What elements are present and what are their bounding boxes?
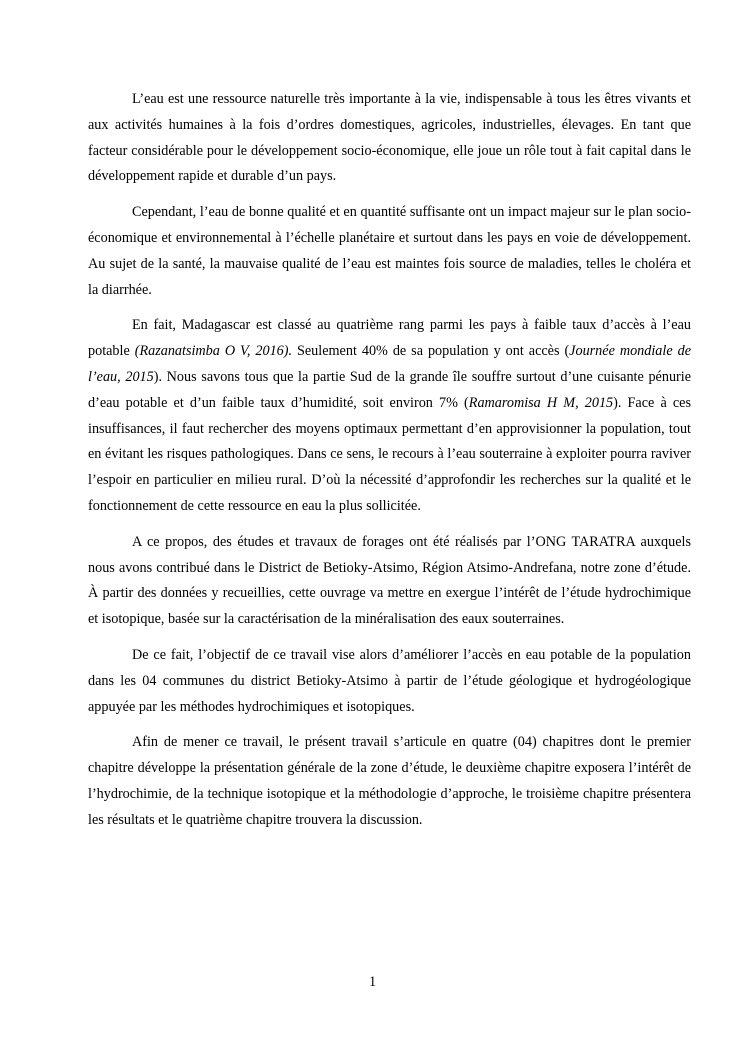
paragraph-text: Seulement 40% de sa population y ont accès ( (292, 343, 570, 360)
body-text (88, 87, 691, 844)
paragraph-text: A ce propos, des études et travaux de forages ont été réalisés par l’ONG TARATRA auxquels nous avons contribué dans le District de Betioky-Atsimo, Région Atsimo-Andrefana, notre zone d’étude. À partir des données y recueillies, cette ouvrage va mettre en exergue l’intérêt de l’étude hydrochimique et isotopique, basée sur la caractérisation de la minéralisation des eaux souterraines. (88, 533, 691, 628)
paragraph-text: Cependant, l’eau de bonne qualité et en quantité suffisante ont un impact majeur sur le plan socio-économique et environnemental à l’échelle planétaire et surtout dans les pays en voie de développement. Au sujet de la santé, la mauvaise qualité de l’eau est maintes fois source de maladies, telles le choléra et la diarrhée. (88, 204, 691, 298)
paragraph-objective (88, 643, 691, 720)
paragraph-text: L’eau est une ressource naturelle très importante à la vie, indispensable à tous les êtres vivants et aux activités humaines à la fois d’ordres domestiques, agricoles, industrielles, élevages. En tant que facteur considérable pour le développement socio-économique, elle joue un rôle tout à fait capital dans le développement rapide et durable d’un pays. (88, 91, 691, 185)
paragraph-text: ). Face à ces insuffisances, il faut rechercher des moyens optimaux permettant d’en approvisionner la population, tout en évitant les risques pathologiques. Dans ce sens, le recours à l’eau souterraine à exploiter pourra raviver l’espoir en particulier en milieu rural. D’où la nécessité d’approfondir les recherches sur la qualité et le fonctionnement de cette ressource en eau la plus sollicitée. (88, 394, 691, 514)
citation-ramaromisa: Ramaromisa H M, 2015 (468, 394, 614, 411)
paragraph-text: De ce fait, l’objectif de ce travail vise alors d’améliorer l’accès en eau potable de la population dans les 04 communes du district Betioky-Atsimo à partir de l’étude géologique et hydrogéologique appuyée par les méthodes hydrochimiques et isotopiques. (88, 646, 691, 715)
paragraph-madagascar-access (88, 313, 691, 519)
paragraph-ong-taratra (88, 530, 691, 633)
paragraph-text: Afin de mener ce travail, le présent travail s’articule en quatre (04) chapitres dont le premier chapitre développe la présentation générale de la zone d’étude, le deuxième chapitre exposera l’intérêt de l’hydrochimie, de la technique isotopique et la méthodologie d’approche, le troisième chapitre présentera les résultats et le quatrième chapitre trouvera la discussion. (88, 734, 691, 828)
paragraph-chapter-outline (88, 730, 691, 833)
citation-razanatsimba: (Razanatsimba O V, 2016). (134, 343, 293, 360)
paragraph-text: ). Nous savons tous que la partie Sud de la grande île souffre surtout d’une cuisante pénurie d’eau potable et d’un faible taux d’humidité, soit environ 7% ( (88, 368, 692, 411)
citation-journee-mondiale: Journée mondiale de l’eau, 2015 (88, 343, 691, 385)
paragraph-text: En fait, Madagascar est classé au quatrième rang parmi les pays à faible taux d’accès à l’eau potable (88, 317, 691, 360)
paragraph-intro-water-resource (88, 87, 691, 190)
page-number: 1 (368, 974, 377, 990)
paragraph-water-quality-impact (88, 200, 691, 303)
